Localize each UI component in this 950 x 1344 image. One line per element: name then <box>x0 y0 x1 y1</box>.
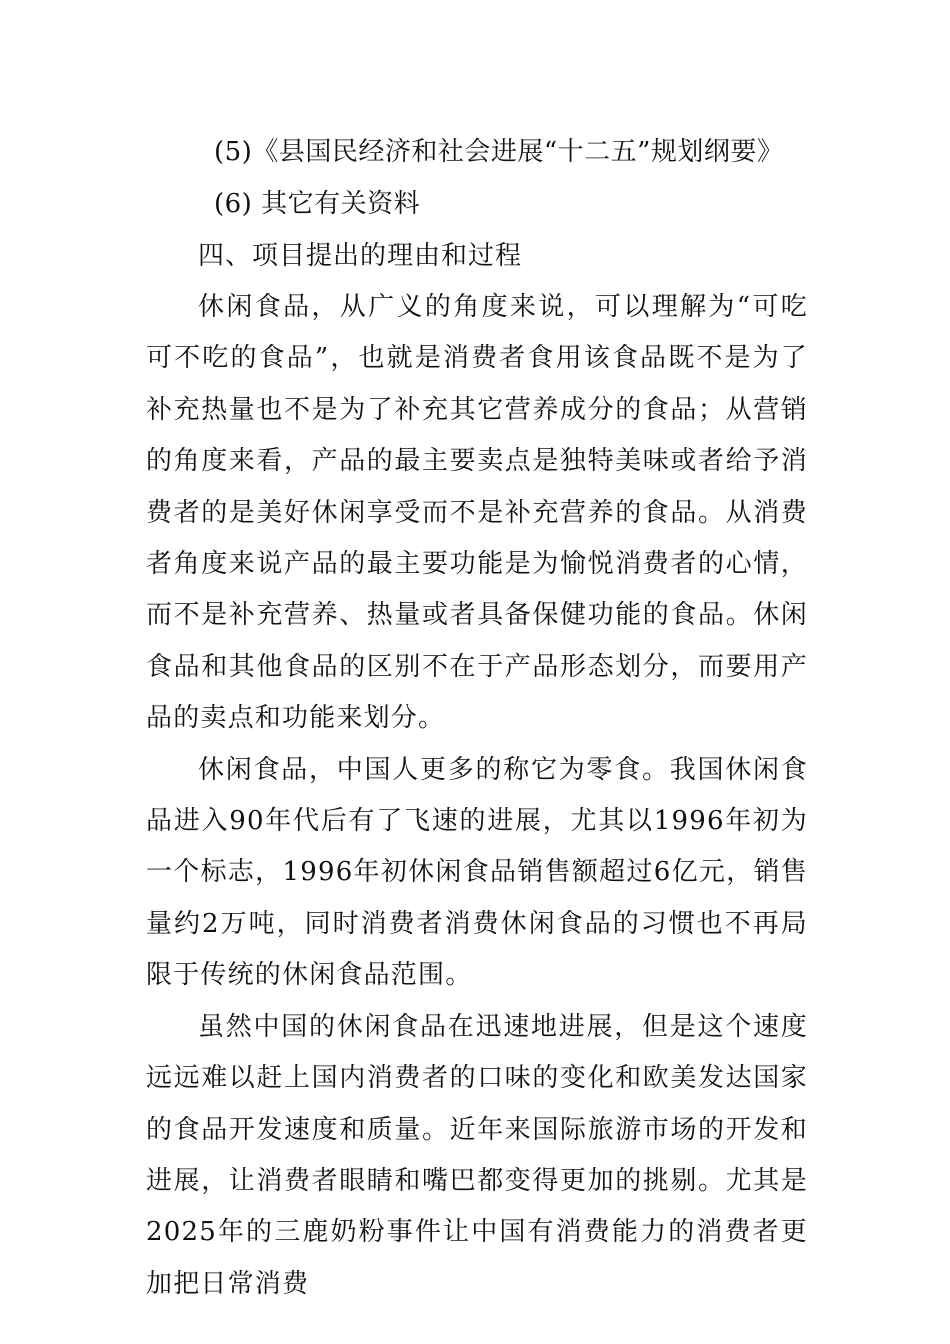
document-body <box>146 126 808 1310</box>
paragraph-definition: 休闲食品，从广义的角度来说，可以理解为“可吃可不吃的食品”，也就是消费者食用该食品既不是为了补充热量也不是为了补充其它营养成分的食品；从营销的角度来看，产品的最主要卖点是独特美味或者给予消费者的是美好休闲享受而不是补充营养的食品。从消费者角度来说产品的最主要功能是为愉悦消费者的心情，而不是补充营养、热量或者具备保健功能的食品。休闲食品和其他食品的区别不在于产品形态划分，而要用产品的卖点和功能来划分。 <box>146 292 808 734</box>
paragraph-market: 虽然中国的休闲食品在迅速地进展，但是这个速度远远难以赶上国内消费者的口味的变化和欧美发达国家的食品开发速度和质量。近年来国际旅游市场的开发和进展，让消费者眼睛和嘴巴都变得更加的挑剔。尤其是2025年的三鹿奶粉事件让中国有消费能力的消费者更加把日常消费 <box>146 1011 808 1299</box>
paragraph-history: 休闲食品，中国人更多的称它为零食。我国休闲食品进入90年代后有了飞速的进展，尤其以1996年初为一个标志，1996年初休闲食品销售额超过6亿元，销售量约2万吨，同时消费者消费休闲食品的习惯也不再局限于传统的休闲食品范围。 <box>146 754 808 991</box>
reference-item-6: (6) 其它有关资料 <box>214 189 421 219</box>
section-heading: 四、项目提出的理由和过程 <box>198 241 523 271</box>
reference-item-5: (5)《县国民经济和社会进展“十二五”规划纲要》 <box>214 137 784 167</box>
